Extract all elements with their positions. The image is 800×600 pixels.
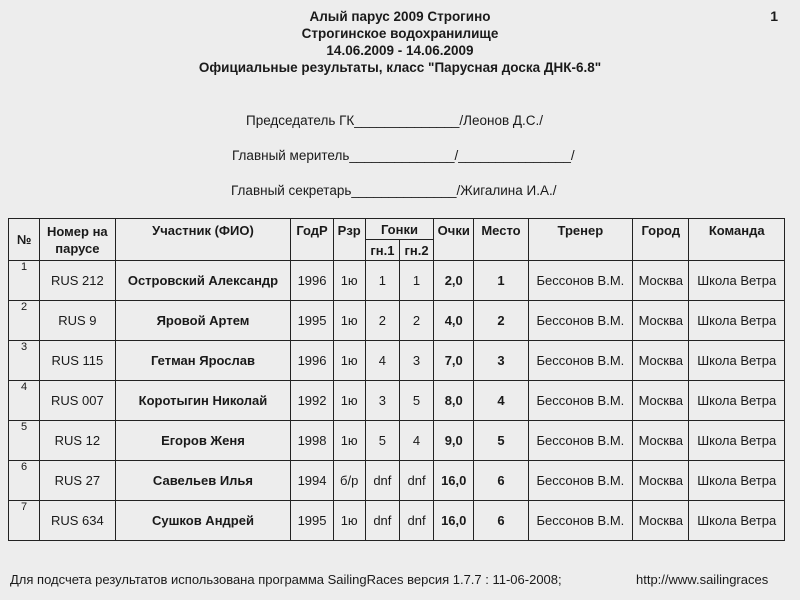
place: 3: [474, 341, 528, 381]
page-number: 1: [770, 8, 778, 24]
team: Школа Ветра: [689, 381, 785, 421]
race1-result: dnf: [365, 501, 399, 541]
coach: Бессонов В.М.: [528, 461, 633, 501]
race1-result: 4: [365, 341, 399, 381]
header-place: Место: [474, 219, 528, 261]
header-races: Гонки: [365, 219, 433, 240]
race2-result: 1: [399, 261, 433, 301]
header-participant: Участник (ФИО): [115, 219, 291, 261]
team: Школа Ветра: [689, 261, 785, 301]
place: 5: [474, 421, 528, 461]
header-coach: Тренер: [528, 219, 633, 261]
measurer-signature-line: Главный мeритель______________/_______________/: [232, 148, 575, 163]
birth-year: 1992: [291, 381, 333, 421]
sail-number: RUS 12: [40, 421, 115, 461]
team: Школа Ветра: [689, 501, 785, 541]
race1-result: dnf: [365, 461, 399, 501]
points: 2,0: [434, 261, 474, 301]
table-row: [9, 261, 785, 301]
results-class-title: Официальные результаты, класс "Парусная доска ДНК-6.8": [198, 60, 602, 75]
header-team: Команда: [689, 219, 785, 261]
coach: Бессонов В.М.: [528, 261, 633, 301]
place: 4: [474, 381, 528, 421]
city: Москва: [633, 461, 689, 501]
city: Москва: [633, 421, 689, 461]
city: Москва: [633, 261, 689, 301]
header-rank: Рзр: [333, 219, 365, 261]
header-num: №: [9, 219, 40, 261]
sail-number: RUS 27: [40, 461, 115, 501]
rank: 1ю: [333, 301, 365, 341]
header-year: ГодР: [291, 219, 333, 261]
race2-result: 4: [399, 421, 433, 461]
points: 4,0: [434, 301, 474, 341]
event-title: Алый парус 2009 Строгино: [309, 9, 491, 24]
footer-program-note: Для подсчета результатов использована программа SailingRaces версия 1.7.7 : 11-06-2008;: [10, 572, 562, 587]
place: 2: [474, 301, 528, 341]
table-row: [9, 461, 785, 501]
rank: 1ю: [333, 421, 365, 461]
race2-result: dnf: [399, 461, 433, 501]
rank: 1ю: [333, 341, 365, 381]
results-table: [8, 218, 785, 541]
race1-result: 3: [365, 381, 399, 421]
coach: Бессонов В.М.: [528, 501, 633, 541]
venue: Строгинское водохранилище: [301, 26, 499, 41]
row-num: 1: [9, 261, 40, 301]
birth-year: 1998: [291, 421, 333, 461]
birth-year: 1996: [291, 341, 333, 381]
birth-year: 1995: [291, 501, 333, 541]
coach: Бессонов В.М.: [528, 301, 633, 341]
points: 9,0: [434, 421, 474, 461]
coach: Бессонов В.М.: [528, 381, 633, 421]
city: Москва: [633, 381, 689, 421]
race2-result: dnf: [399, 501, 433, 541]
table-row: [9, 301, 785, 341]
rank: б/р: [333, 461, 365, 501]
points: 8,0: [434, 381, 474, 421]
birth-year: 1996: [291, 261, 333, 301]
rank: 1ю: [333, 381, 365, 421]
participant-name: Яровой Артем: [115, 301, 291, 341]
event-dates: 14.06.2009 - 14.06.2009: [326, 43, 474, 58]
secretary-signature-line: Главный секретарь______________/Жигалина И.А./: [231, 183, 557, 198]
place: 6: [474, 461, 528, 501]
race2-result: 3: [399, 341, 433, 381]
header-sail-number: Номер на парусе: [40, 219, 115, 261]
coach: Бессонов В.М.: [528, 341, 633, 381]
row-num: 3: [9, 341, 40, 381]
team: Школа Ветра: [689, 421, 785, 461]
race1-result: 5: [365, 421, 399, 461]
team: Школа Ветра: [689, 301, 785, 341]
place: 6: [474, 501, 528, 541]
birth-year: 1994: [291, 461, 333, 501]
sail-number: RUS 212: [40, 261, 115, 301]
participant-name: Сушков Андрей: [115, 501, 291, 541]
points: 7,0: [434, 341, 474, 381]
table-row: [9, 381, 785, 421]
team: Школа Ветра: [689, 461, 785, 501]
table-row: [9, 341, 785, 381]
team: Школа Ветра: [689, 341, 785, 381]
rank: 1ю: [333, 261, 365, 301]
place: 1: [474, 261, 528, 301]
table-row: [9, 421, 785, 461]
header-race1: гн.1: [365, 240, 399, 261]
participant-name: Островский Александр: [115, 261, 291, 301]
sail-number: RUS 007: [40, 381, 115, 421]
race2-result: 5: [399, 381, 433, 421]
participant-name: Гетман Ярослав: [115, 341, 291, 381]
sail-number: RUS 115: [40, 341, 115, 381]
row-num: 5: [9, 421, 40, 461]
coach: Бессонов В.М.: [528, 421, 633, 461]
points: 16,0: [434, 461, 474, 501]
header-points: Очки: [434, 219, 474, 261]
table-row: [9, 501, 785, 541]
race2-result: 2: [399, 301, 433, 341]
row-num: 7: [9, 501, 40, 541]
points: 16,0: [434, 501, 474, 541]
participant-name: Коротыгин Николай: [115, 381, 291, 421]
city: Москва: [633, 341, 689, 381]
sail-number: RUS 9: [40, 301, 115, 341]
birth-year: 1995: [291, 301, 333, 341]
city: Москва: [633, 501, 689, 541]
chairman-signature-line: Председатель ГК______________/Леонов Д.С./: [246, 113, 544, 128]
document-header: [0, 8, 800, 76]
race1-result: 2: [365, 301, 399, 341]
header-race2: гн.2: [399, 240, 433, 261]
row-num: 6: [9, 461, 40, 501]
participant-name: Егоров Женя: [115, 421, 291, 461]
sail-number: RUS 634: [40, 501, 115, 541]
rank: 1ю: [333, 501, 365, 541]
participant-name: Савельев Илья: [115, 461, 291, 501]
row-num: 2: [9, 301, 40, 341]
row-num: 4: [9, 381, 40, 421]
city: Москва: [633, 301, 689, 341]
footer-url: http://www.sailingraces: [636, 572, 769, 587]
race1-result: 1: [365, 261, 399, 301]
header-city: Город: [633, 219, 689, 261]
